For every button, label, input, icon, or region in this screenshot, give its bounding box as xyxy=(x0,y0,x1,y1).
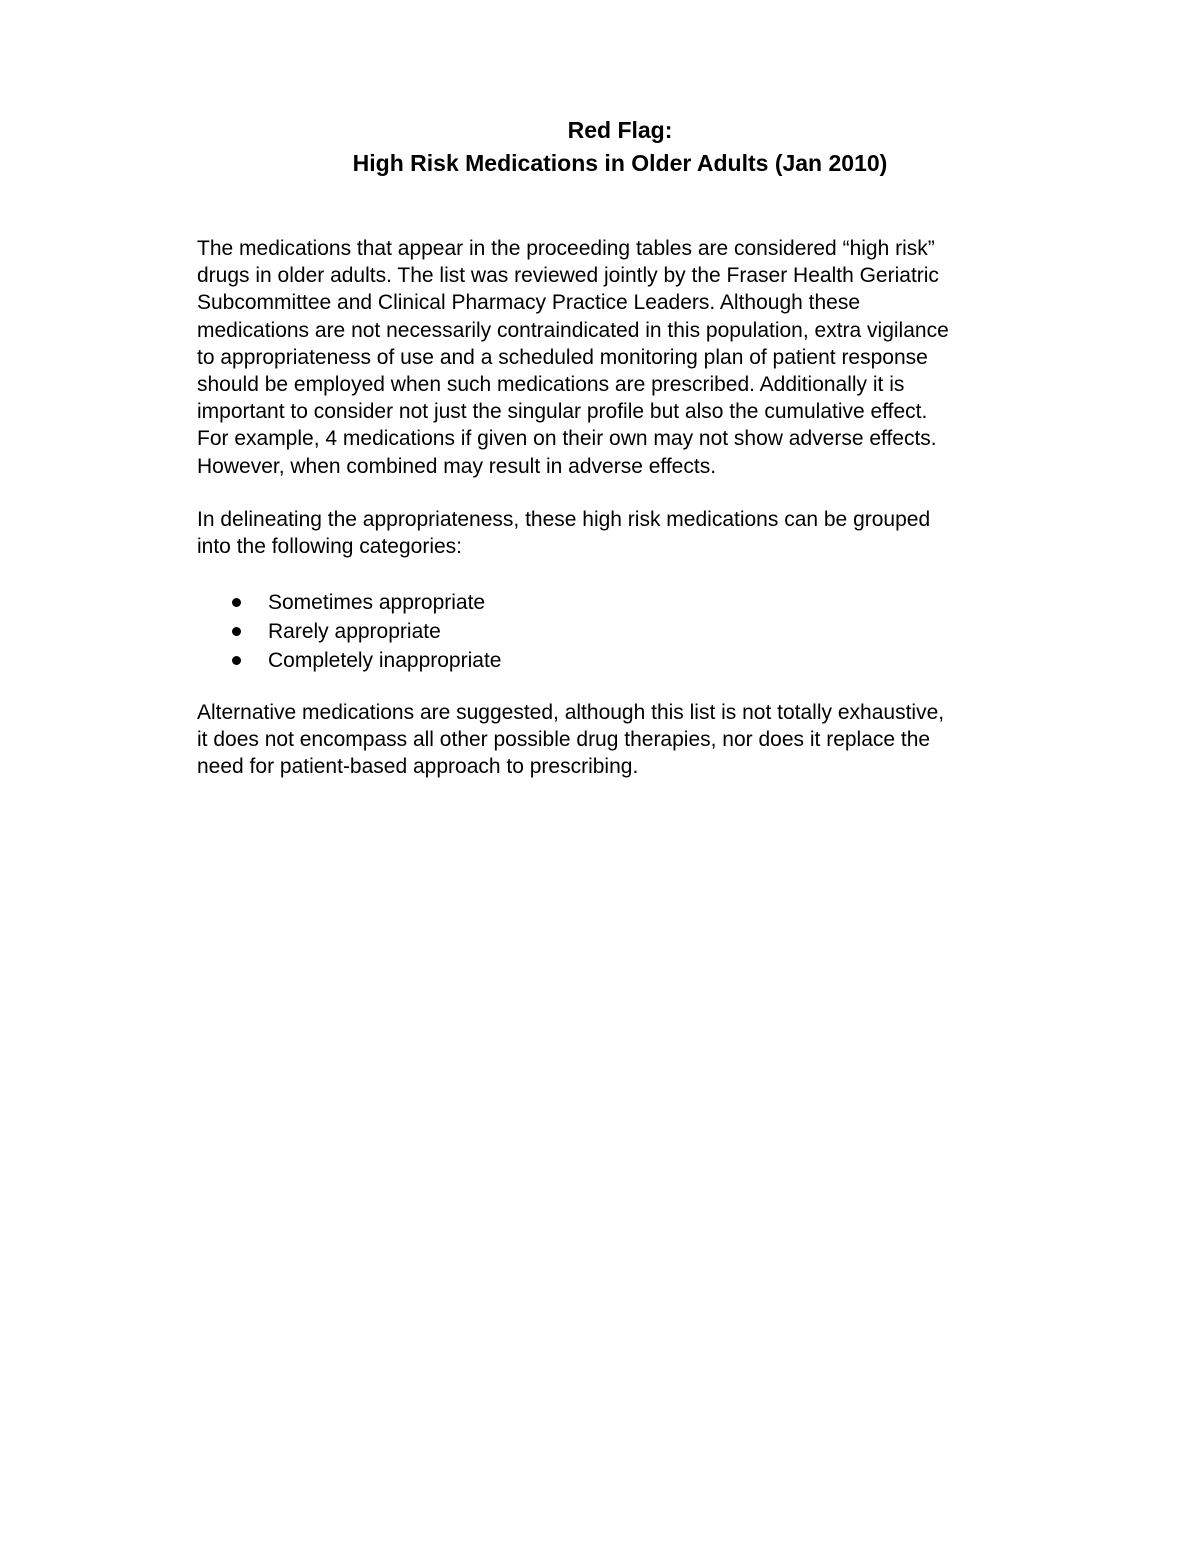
bullet-icon xyxy=(232,656,241,665)
title-line-2: High Risk Medications in Older Adults (Jan 2010) xyxy=(352,150,888,176)
categories-intro-paragraph xyxy=(197,506,1057,560)
list-item-label: Completely inappropriate xyxy=(268,649,502,672)
paragraph-line: In delineating the appropriateness, these high risk medications can be grouped xyxy=(197,508,931,531)
paragraph-line: should be employed when such medications are prescribed. Additionally it is xyxy=(197,373,905,397)
paragraph-line: Subcommittee and Clinical Pharmacy Practice Leaders. Although these xyxy=(197,291,861,315)
paragraph-line: However, when combined may result in adverse effects. xyxy=(197,454,717,478)
bullet-icon xyxy=(232,627,241,636)
paragraph-line: to appropriateness of use and a scheduled monitoring plan of patient response xyxy=(197,345,928,369)
paragraph-line: medications are not necessarily contraindicated in this population, extra vigilance xyxy=(197,318,949,342)
paragraph-line: The medications that appear in the proceeding tables are considered “high risk” xyxy=(197,237,935,260)
alternatives-paragraph xyxy=(197,699,1057,781)
paragraph-line: drugs in older adults. The list was reviewed jointly by the Fraser Health Geriatric xyxy=(197,264,939,288)
title-line-1: Red Flag: xyxy=(567,117,673,143)
paragraph-line: into the following categories: xyxy=(197,535,462,559)
intro-paragraph xyxy=(197,235,1057,480)
list-item xyxy=(197,617,501,646)
list-item-label: Sometimes appropriate xyxy=(268,591,486,614)
paragraph-line: it does not encompass all other possible drug therapies, nor does it replace the xyxy=(197,728,931,752)
list-item xyxy=(197,588,501,617)
list-item xyxy=(197,646,501,675)
bullet-icon xyxy=(232,598,241,607)
paragraph-line: need for patient-based approach to prescribing. xyxy=(197,755,639,779)
paragraph-line: Alternative medications are suggested, although this list is not totally exhaustive, xyxy=(197,701,945,724)
document-title xyxy=(0,114,1200,180)
paragraph-line: For example, 4 medications if given on their own may not show adverse effects. xyxy=(197,427,937,451)
categories-list xyxy=(197,588,501,675)
list-item-label: Rarely appropriate xyxy=(268,620,441,643)
paragraph-line: important to consider not just the singular profile but also the cumulative effect. xyxy=(197,400,928,424)
